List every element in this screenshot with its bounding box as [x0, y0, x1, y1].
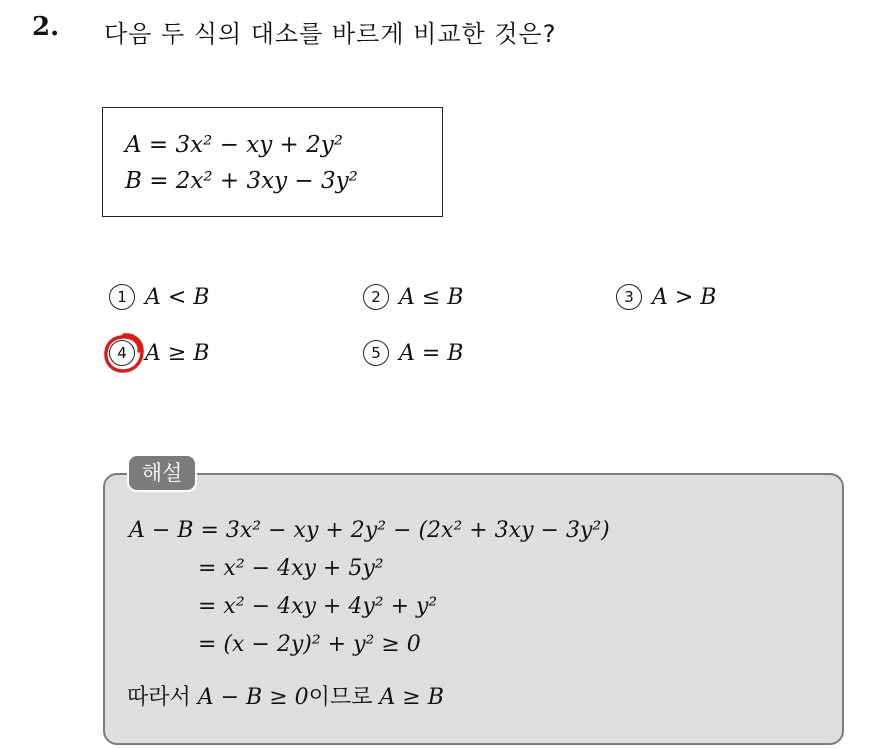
question-text: 다음 두 식의 대소를 바르게 비교한 것은? [104, 20, 557, 48]
choice-2-number: 2 [363, 284, 389, 310]
question-number: 2. [32, 12, 60, 42]
choice-3[interactable] [616, 284, 716, 310]
conclusion-prefix: 따라서 [127, 685, 198, 710]
conclusion-math-1: A − B ≥ 0 [197, 685, 309, 710]
choice-2-expr: A ≤ B [399, 285, 464, 310]
choice-1-expr: A < B [145, 285, 210, 310]
choice-1-number: 1 [109, 284, 135, 310]
conclusion-math-2: A ≥ B [379, 685, 444, 710]
expression-b: B = 2x² + 3xy − 3y² [125, 168, 358, 194]
answer-circle-mark [102, 331, 146, 375]
solution-line-2: = x² − 4xy + 5y² [198, 556, 384, 581]
choice-3-number: 3 [616, 284, 642, 310]
choice-4-number: 4 [109, 340, 135, 366]
conclusion-mid: 이므로 [308, 685, 380, 710]
solution-line-3: = x² − 4xy + 4y² + y² [198, 594, 438, 619]
choice-5-number: 5 [363, 340, 389, 366]
solution-conclusion [127, 680, 444, 711]
choice-4-expr: A ≥ B [145, 341, 210, 366]
choice-5-expr: A = B [399, 341, 464, 366]
choice-3-expr: A > B [652, 285, 717, 310]
given-expressions-box [102, 107, 443, 217]
solution-tab-label: 해설 [127, 454, 197, 492]
solution-line-1: A − B = 3x² − xy + 2y² − (2x² + 3xy − 3y²) [129, 518, 610, 543]
choice-2[interactable] [363, 284, 463, 310]
solution-line-4: = (x − 2y)² + y² ≥ 0 [198, 632, 421, 657]
expression-a: A = 3x² − xy + 2y² [125, 132, 343, 158]
choice-1[interactable] [109, 284, 209, 310]
choice-5[interactable] [363, 340, 463, 366]
